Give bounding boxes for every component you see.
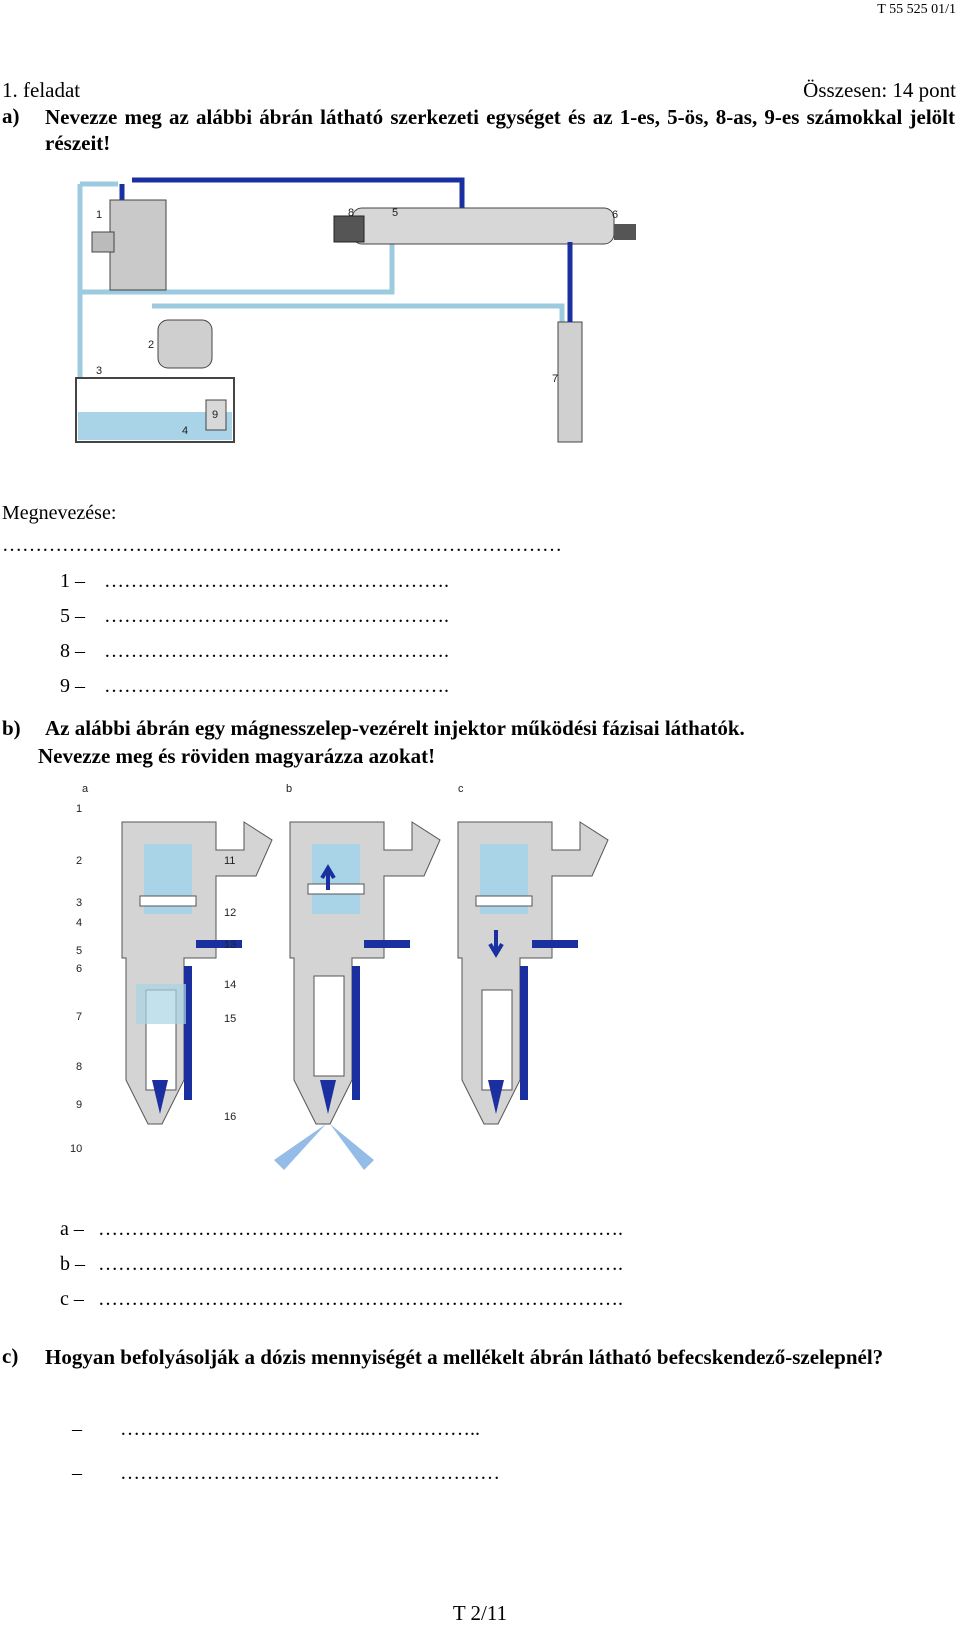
- injector-phases-diagram: [66, 780, 626, 1200]
- injector-label-8: 8: [76, 1061, 83, 1073]
- item-1-label: 1 –: [60, 570, 85, 592]
- item-1-answer-line: …………………………………………….: [104, 570, 449, 592]
- injector-label-4: 4: [76, 917, 83, 929]
- part-b-label: b): [2, 716, 21, 740]
- injector-label-14: 14: [224, 979, 237, 991]
- item-5-label: 5 –: [60, 605, 85, 627]
- panel-label-c: c: [458, 783, 464, 795]
- part-c-question: Hogyan befolyásolják a dózis mennyiségét a mellékelt ábrán látható befecskendező-szelepnél?: [45, 1345, 884, 1369]
- item-8-label: 8 –: [60, 640, 85, 662]
- injector-label-1: 1: [76, 803, 83, 815]
- injector-label-15: 15: [224, 1013, 237, 1025]
- diagram-label-2: 2: [148, 339, 155, 351]
- injector-label-2: 2: [76, 855, 83, 867]
- diagram-label-3: 3: [96, 365, 103, 377]
- item-8-answer-line: …………………………………………….: [104, 640, 449, 662]
- total-points: Összesen: 14 pont: [803, 78, 956, 102]
- task-title: 1. feladat: [2, 78, 81, 102]
- injector-label-5: 5: [76, 945, 83, 957]
- panel-label-a: a: [82, 783, 89, 795]
- phase-b-answer-line: …………………………………………………………………….: [98, 1253, 623, 1275]
- diagram-label-9: 9: [212, 409, 219, 421]
- injector-label-11: 11: [224, 855, 236, 867]
- phase-b-label: b –: [60, 1253, 85, 1275]
- item-9-label: 9 –: [60, 675, 85, 697]
- phase-c-answer-line: …………………………………………………………………….: [98, 1288, 623, 1310]
- injector-label-10: 10: [70, 1143, 83, 1155]
- injector-label-6: 6: [76, 963, 83, 975]
- injector-label-16: 16: [224, 1111, 237, 1123]
- injector-label-9: 9: [76, 1099, 83, 1111]
- diagram-label-6: 6: [612, 209, 619, 221]
- injector-label-12: 12: [224, 907, 237, 919]
- part-a-label: a): [2, 104, 20, 128]
- part-b-question-line1: Az alábbi ábrán egy mágnesszelep-vezérelt injektor működési fázisai láthatók.: [45, 716, 745, 740]
- injector-label-3: 3: [76, 897, 83, 909]
- injector-label-13: 13: [224, 939, 237, 951]
- part-c-item-2-answer-line: …………………………………………………: [120, 1462, 500, 1484]
- part-b-question-line2: Nevezze meg és röviden magyarázza azokat!: [38, 744, 436, 768]
- name-label: Megnevezése:: [2, 502, 117, 524]
- diagram-label-5: 5: [392, 207, 399, 219]
- document-code: T 55 525 01/1: [877, 2, 956, 17]
- part-c-item-1-dash: –: [72, 1418, 82, 1440]
- phase-a-label: a –: [60, 1218, 84, 1240]
- part-c-item-2-dash: –: [72, 1462, 82, 1484]
- phase-c-label: c –: [60, 1288, 84, 1310]
- diagram-label-8: 8: [348, 207, 355, 219]
- item-5-answer-line: …………………………………………….: [104, 605, 449, 627]
- page-number: T 2/11: [452, 1601, 508, 1625]
- injector-label-7: 7: [76, 1011, 83, 1023]
- diagram-label-1: 1: [96, 209, 103, 221]
- fuel-system-diagram: [62, 172, 674, 472]
- part-a-question: Nevezze meg az alábbi ábrán látható szerkezeti egységet és az 1-es, 5-ös, 8-as, 9-es számokkal jelölt részeit!: [45, 105, 955, 155]
- diagram-label-4: 4: [182, 425, 189, 437]
- part-c-label: c): [2, 1344, 19, 1368]
- item-9-answer-line: …………………………………………….: [104, 675, 449, 697]
- panel-label-b: b: [286, 783, 293, 795]
- phase-a-answer-line: …………………………………………………………………….: [98, 1218, 623, 1240]
- part-c-item-1-answer-line: ………………………………..……………..: [120, 1418, 480, 1440]
- name-answer-line: …………………………………………………………………………: [2, 534, 562, 556]
- diagram-label-7: 7: [552, 373, 559, 385]
